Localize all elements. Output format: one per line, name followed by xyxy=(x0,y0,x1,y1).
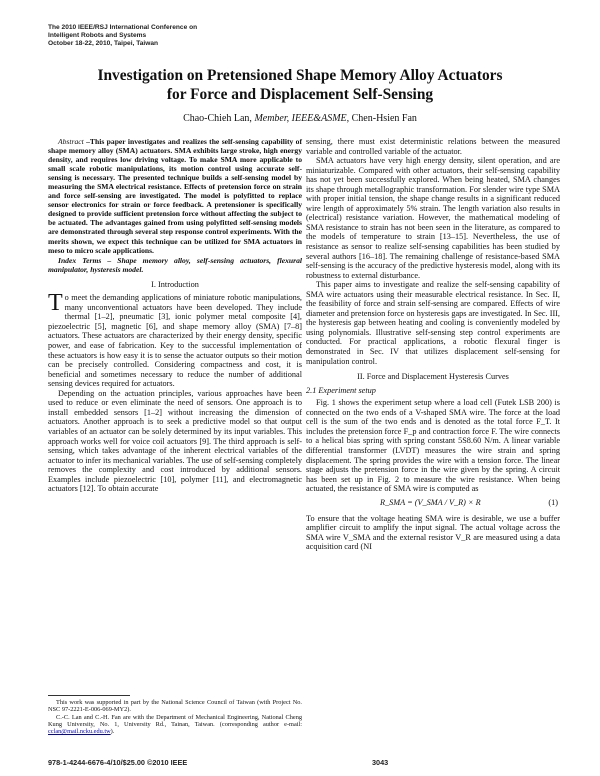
intro-paragraph-2: Depending on the actuation principles, various approaches have been used to reduce or even eliminate the need of sensors. One approach is to install embedded sensors [1–2] without increasing the dimension of actuators. Another approach is to seek a predictive model so that output variables of an actuator can be solely determined by its input variables. This approach works well for voice coil actuators [9]. The third approach is self-sensing, which takes advantage of the inherent electrical variables of the actuator to infer its mechanical variables. The use of self-sensing completely removes the complexity and cost introduced by additional sensors. Examples include piezoelectric [10], polymer [11], and electromagnetic actuators [12]. To obtain accurate xyxy=(48,388,302,494)
footnote-affiliation-text: C.-C. Lan and C.-H. Fan are with the Department of Mechanical Engineering, National Cheng Kung University, No. 1, University Rd., Tainan, Taiwan. (corresponding author e-mail: xyxy=(48,713,302,728)
title-line-2: for Force and Displacement Self-Sensing xyxy=(166,86,434,103)
equation-1 xyxy=(306,497,560,511)
index-terms-label: Index Terms xyxy=(58,255,102,265)
conference-line-2: Intelligent Robots and Systems xyxy=(48,31,147,39)
abstract-label: Abstract xyxy=(58,137,84,146)
conference-line-1: The 2010 IEEE/RSJ International Conference on xyxy=(48,24,198,31)
right-column xyxy=(306,137,560,552)
index-terms-text: – Shape memory alloy, self-sensing actuators, flexural manipulator, hysteresis model. xyxy=(48,255,303,274)
title-line-1: Investigation on Pretensioned Shape Memory Alloy Actuators xyxy=(97,67,503,84)
author-line xyxy=(40,113,560,125)
conference-header xyxy=(48,24,308,47)
intro-paragraph-4: This paper aims to investigate and realize the self-sensing capability of SMA wire actuators using their measurable electrical resistance. In Sec. II, the feasibility of force and strain self-sensing are compared. Effects of wire diameter and pretension force on hysteresis gaps are investigated. In Sec. III, the hysteresis gap between heating and cooling is conveniently modeled by using polynomials. Illustrative self-sensing step control experiments are conducted. For practical applications, a robotic flexural finger is demonstrated in Sec. IV that utilizes displacement self-sensing for manipulation control. xyxy=(306,280,560,366)
intro-paragraph-3: SMA actuators have very high energy density, silent operation, and are miniaturizable. Compared with other actuators, their self-sensing capability has not yet been successfully explored. When being heated, SMA changes its shape through metallographic transformation. For slender wire type SMA with proper initial tension, the shape change results in a significant reduced wire length of approximately 5% strain. The length variation also results in (electrical) resistance variation. However, the mathematical modeling of SMA resistance to strain has not been seen in the literature, as compared to the models of temperature to strain [13–15]. Nevertheless, the use of resistance as sensor to realize self-sensing capabilities has been studied by several authors [16–18]. The remaining challenge of resistance-based SMA self-sensing is the accuracy of the predictive hysteresis model, along with its robustness to external disturbance. xyxy=(306,156,560,280)
subsection-heading-setup: 2.1 Experiment setup xyxy=(306,385,376,395)
abstract xyxy=(48,137,302,255)
author-email-link[interactable]: cclan@mail.ncku.edu.tw xyxy=(48,728,111,736)
paper-title xyxy=(40,66,560,104)
left-column xyxy=(48,137,302,494)
intro-paragraph-1-text: o meet the demanding applications of miniature robotic manipulations, many unconventional actuators have been developed. They include thermal [1–2], pneumatic [3], ionic polymer metal composite [4], piezoelectric [5], magnetic [6], and shape memory alloy (SMA) [7–8] actuators. These actuators are characterized by their energy density, specific power, and ease of fabrication. Key to the successful implementation of these actuators is how easy it is to sense the actuator outputs so their motion can be precisely controlled. Considering compactness and cost, it is beneficial and sometimes necessary to reduce the number of additional sensing devices required for actuators. xyxy=(48,293,302,389)
footer-page-number: 3043 xyxy=(372,758,389,767)
footnote-funding: This work was supported in part by the National Science Council of Taiwan (with Project No. NSC 97-2221-E-006-069-MY2). xyxy=(48,699,302,714)
intro-paragraph-2-continued: sensing, there must exist deterministic relations between the measured variable and controlled variable of the actuator. xyxy=(306,137,560,156)
intro-paragraph-1 xyxy=(48,290,302,389)
footnote-affiliation xyxy=(48,714,302,736)
index-terms xyxy=(48,256,302,274)
setup-paragraph-1: Fig. 1 shows the experiment setup where a load cell (Futek LSB 200) is connected on the two ends of a V-shaped SMA wire. The force at the load cell is the sum of the two ends and is denoted as the total force F_T. It includes the pretension force F_p and contraction force F. The wire connects to a helical bias spring with spring constant 5S8.60 N/m. A linear variable differential transformer (LVDT) measures the wire strain and spring displacement. The spring provides the wire with a tension force. The linear stage adjusts the pretension force in the wire given by the spring. A circuit has been set up in Fig. 2 to measure the wire resistance. When being actuated, the resistance of SMA wire is computed as xyxy=(306,398,560,494)
conference-line-3: October 18-22, 2010, Taipei, Taiwan xyxy=(48,39,159,47)
setup-paragraph-2: To ensure that the voltage heating SMA wire is desirable, we use a buffer amplifier circuit to amplify the input signal. The actual voltage across the SMA wire V_SMA and the external resistor V_R are measured using a data acquisition card (NI xyxy=(306,513,560,552)
footer-isbn: 978-1-4244-6676-4/10/$25.00 ©2010 IEEE xyxy=(48,758,188,767)
section-heading-introduction: I. Introduction xyxy=(151,279,199,289)
footnote-affiliation-end: ). xyxy=(110,728,115,736)
footnote-rule xyxy=(48,695,130,696)
author-1-name: Chao-Chieh Lan, xyxy=(183,113,252,124)
author-2-name: Chen-Hsien Fan xyxy=(351,113,417,124)
equation-1-number: (1) xyxy=(548,497,558,507)
section-heading-hysteresis: II. Force and Displacement Hysteresis Curves xyxy=(357,372,509,382)
abstract-text: –This paper investigates and realizes the self-sensing capability of shape memory alloy (SMA) actuators. SMA exhibits large stroke, high energy density, and requires low driving voltage. To make SMA more applicable to small scale robotic manipulations, its motion control using accurate self-sensing is necessary. The presented technique builds a self-sensing model by measuring the SMA electrical resistance. Effects of pretension force on strain and force self-sensing are investigated. The model is polyfitted to replace sensor electronics for strain or force feedback. A pretensioner is specifically designed to provide sufficient pretension force without affecting the subject to be actuated. The advantages gained from using polyfitted self-sensing models are demonstrated through several step response control experiments. With the merits shown, we expect this technique can be utilized for SMA actuators in meso to micro scale applications. xyxy=(48,137,302,255)
author-1-role: Member, IEEE&ASME, xyxy=(254,113,350,124)
drop-cap: T xyxy=(48,290,63,317)
footnote xyxy=(48,695,302,735)
equation-1-expression: R_SMA = (V_SMA / V_R) × R xyxy=(380,497,481,507)
